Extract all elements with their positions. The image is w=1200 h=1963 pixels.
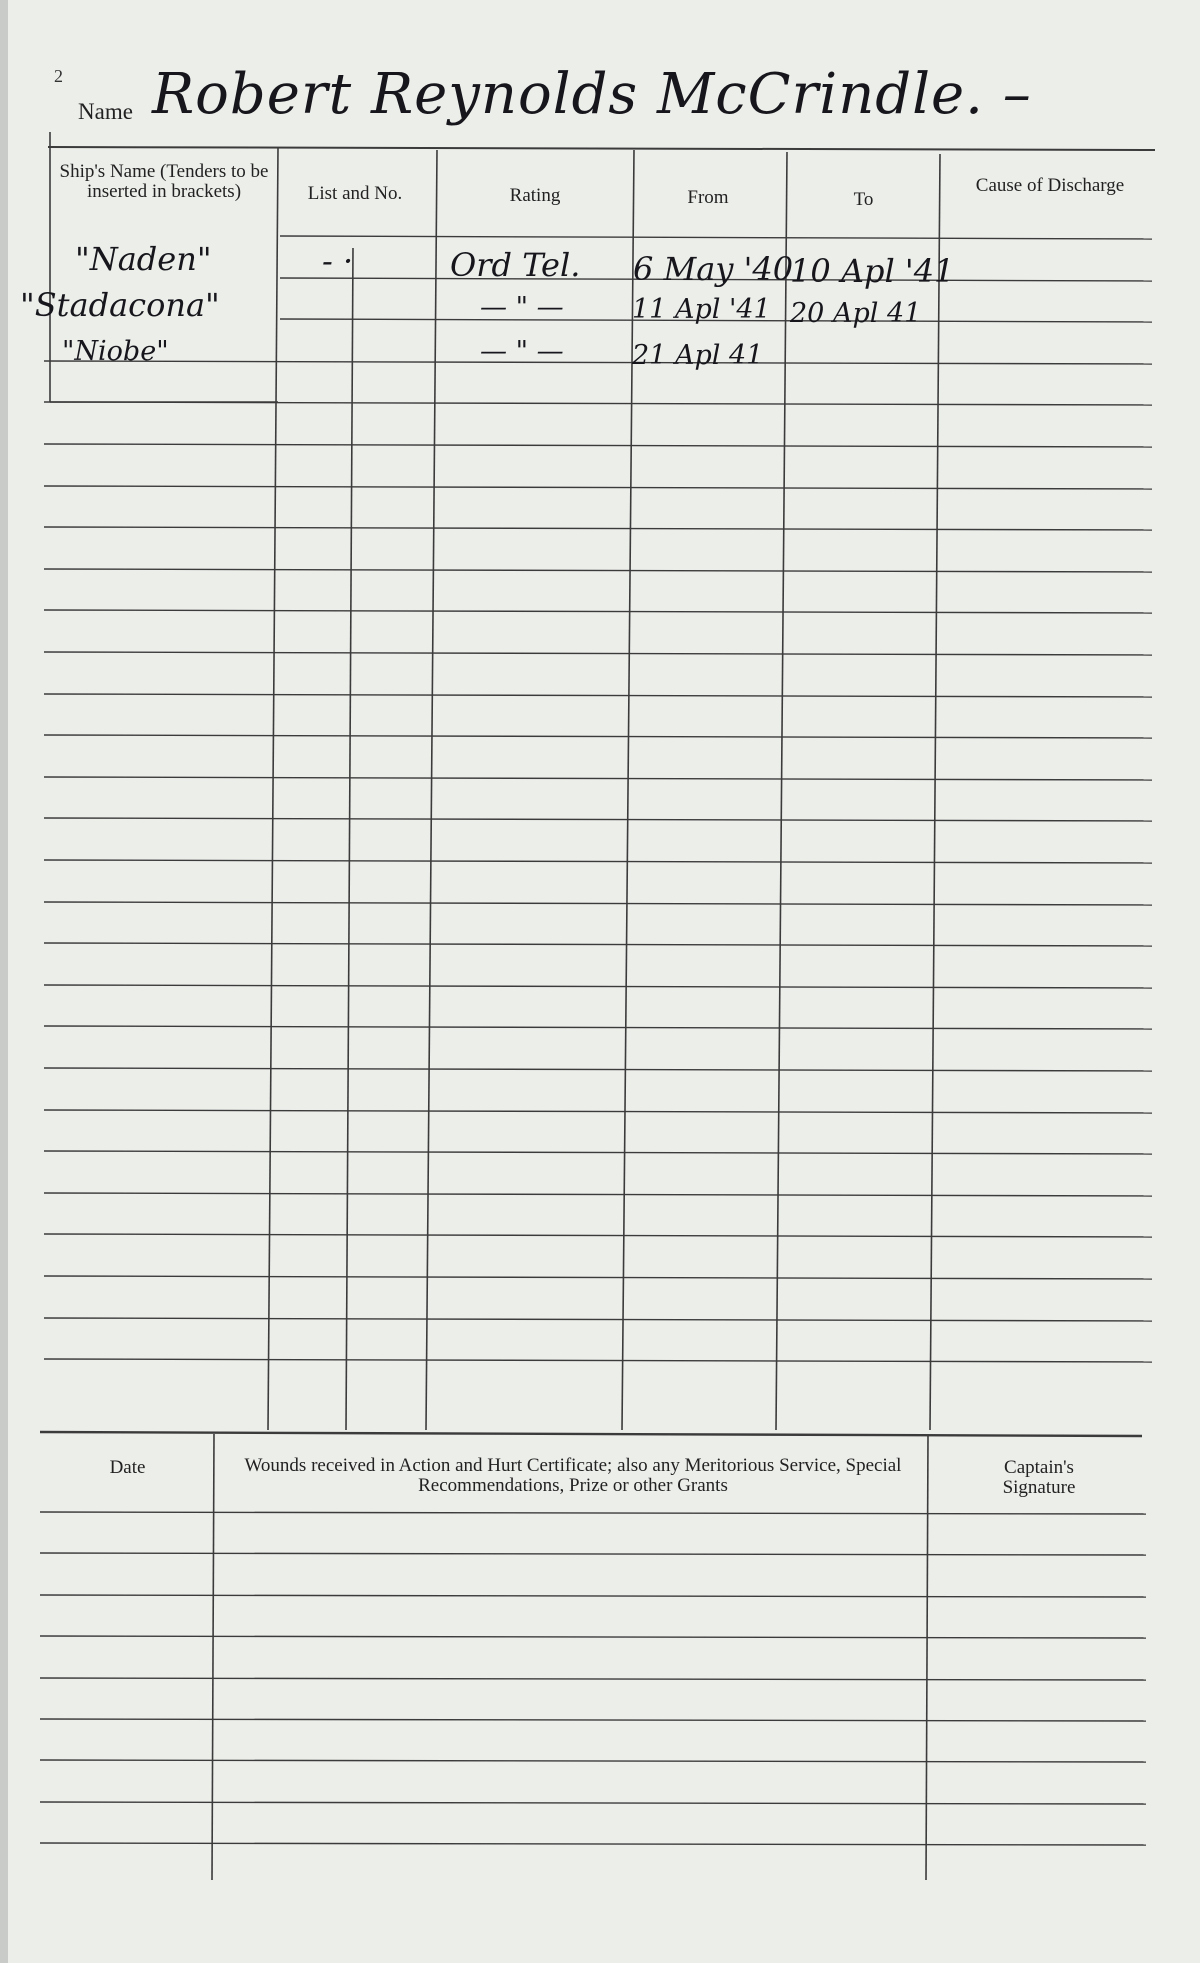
upper-row-rule <box>44 735 1152 738</box>
upper-row-rule <box>44 1193 1152 1196</box>
upper-row-rule <box>44 1151 1152 1154</box>
upper-row-rule <box>44 652 1152 655</box>
row-3-ship: "Niobe" <box>62 336 169 367</box>
header-date: Date <box>109 1457 146 1478</box>
upper-row-rule <box>44 1318 1152 1321</box>
row-3-from: 21 Apl 41 <box>632 340 764 371</box>
header-list-and-no: List and No. <box>307 183 403 204</box>
row-1-from: 6 May '40 <box>633 250 794 288</box>
divider-date-wounds <box>212 1434 214 1880</box>
header-ship-name: Ship's Name (Tenders to be inserted in brackets) <box>59 161 269 202</box>
divider-to-cause <box>930 154 940 1430</box>
lower-row-rule <box>40 1595 1146 1597</box>
upper-row-rule <box>44 985 1152 988</box>
upper-row-rule <box>44 943 1152 946</box>
lower-row-rule <box>40 1719 1146 1721</box>
divider-ship-list <box>268 148 278 1430</box>
upper-row-rule <box>44 569 1152 572</box>
header-captains-signature: Captain's Signature <box>1002 1457 1076 1498</box>
upper-row-rule <box>44 1359 1152 1362</box>
upper-row-rule <box>44 1234 1152 1237</box>
row-1-to: 10 Apl '41 <box>790 252 955 290</box>
upper-row-rule <box>44 361 1152 364</box>
upper-row-rule <box>44 1276 1152 1279</box>
upper-row-rule <box>44 1068 1152 1071</box>
header-to: To <box>853 189 874 210</box>
row-3-rating: — " — <box>480 336 564 367</box>
name-label: Name <box>78 99 133 124</box>
row-1-list: - · <box>322 242 354 280</box>
upper-row-rule <box>44 610 1152 613</box>
upper-row-rule <box>44 486 1152 489</box>
row-1-rating: Ord Tel. <box>450 246 581 284</box>
upper-row-rule <box>280 236 1152 239</box>
lower-row-rule <box>40 1802 1146 1804</box>
lower-row-rule <box>40 1636 1146 1638</box>
row-2-ship: "Stadacona" <box>20 286 220 324</box>
upper-row-rule <box>44 1110 1152 1113</box>
top-rule <box>48 147 1155 150</box>
page-edge-shadow <box>0 0 8 1963</box>
page-number: 2 <box>54 66 63 86</box>
upper-row-rule <box>44 818 1152 821</box>
header-cause-of-discharge: Cause of Discharge <box>975 175 1125 196</box>
divider-list-inner <box>346 248 353 1430</box>
upper-row-rule <box>44 444 1152 447</box>
divider-wounds-signature <box>926 1436 928 1880</box>
section-separator <box>40 1432 1142 1436</box>
divider-list-rating <box>426 150 437 1430</box>
divider-from-to <box>776 152 787 1430</box>
lower-row-rule <box>40 1512 1146 1514</box>
upper-row-rule <box>44 902 1152 905</box>
row-2-from: 11 Apl '41 <box>632 294 771 325</box>
header-from: From <box>687 187 729 208</box>
row-2-rating: — " — <box>480 292 564 323</box>
lower-row-rule <box>40 1760 1146 1762</box>
name-value: Robert Reynolds McCrindle. – <box>152 62 1032 127</box>
upper-row-rule <box>44 777 1152 780</box>
upper-row-rule <box>44 860 1152 863</box>
upper-row-rule <box>44 694 1152 697</box>
header-rating: Rating <box>509 185 561 206</box>
upper-row-rule <box>44 1026 1152 1029</box>
lower-row-rule <box>40 1843 1146 1845</box>
row-2-to: 20 Apl 41 <box>790 298 922 329</box>
lower-row-rule <box>40 1678 1146 1680</box>
upper-row-rule <box>44 527 1152 530</box>
header-wounds-and-grants: Wounds received in Action and Hurt Certificate; also any Meritorious Service, Special Recommendations, Prize or other Grants <box>244 1455 902 1496</box>
row-1-ship: "Naden" <box>75 240 212 278</box>
lower-row-rule <box>40 1553 1146 1555</box>
